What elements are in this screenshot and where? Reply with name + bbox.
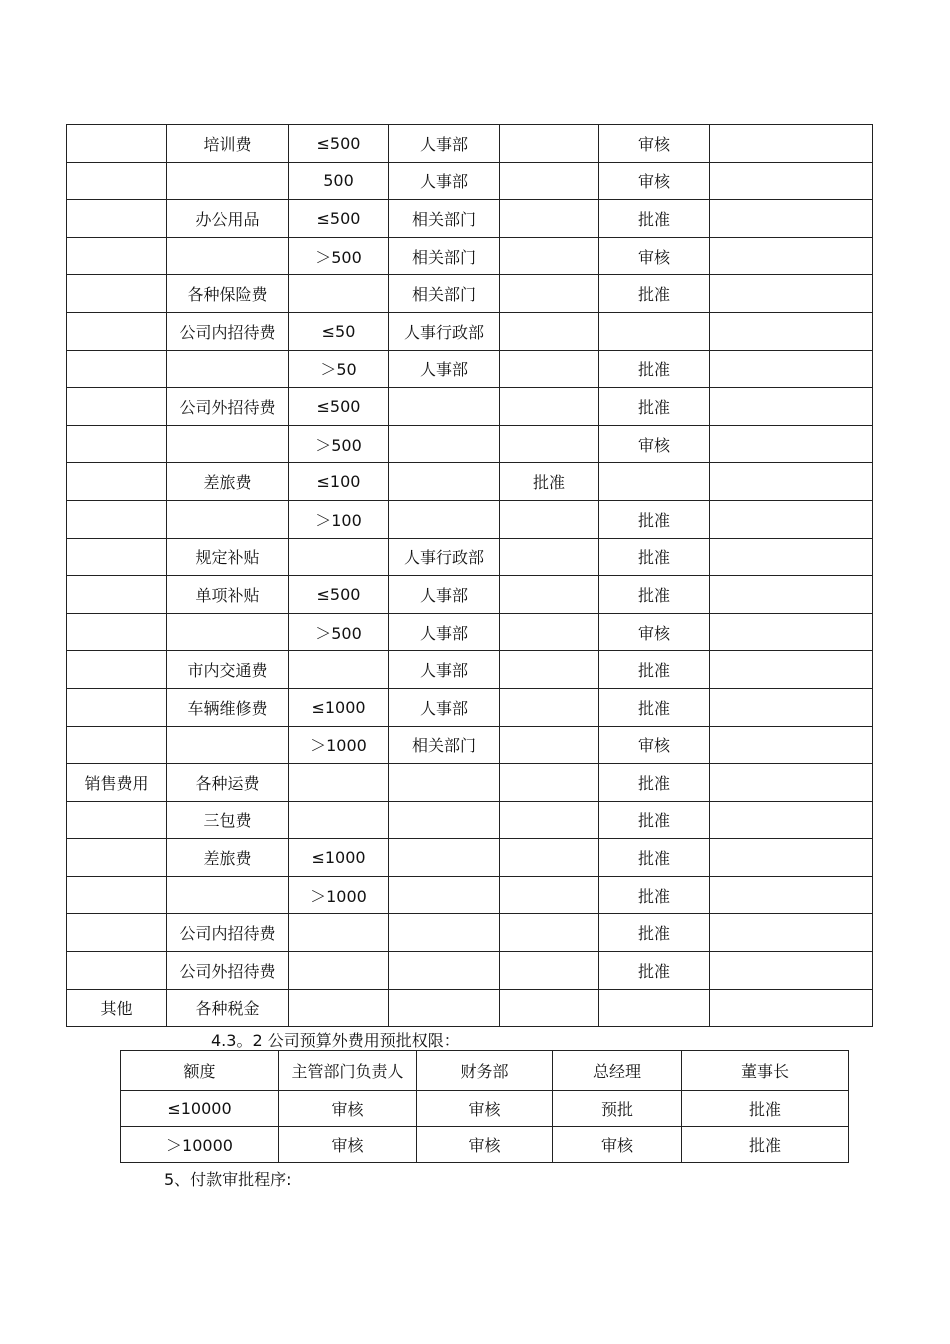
table-cell <box>389 989 500 1027</box>
table-cell <box>67 651 167 689</box>
table-cell <box>67 275 167 313</box>
table-cell: 公司内招待费 <box>167 914 289 952</box>
table-cell <box>500 914 599 952</box>
table-cell: 批准 <box>599 764 710 802</box>
table-cell: 培训费 <box>167 125 289 163</box>
expense-approval-table <box>66 124 873 1027</box>
table-cell <box>710 237 873 275</box>
table-row <box>67 125 873 163</box>
table-cell: 市内交通费 <box>167 651 289 689</box>
table-cell <box>710 500 873 538</box>
table-row <box>121 1091 849 1127</box>
table-row <box>67 914 873 952</box>
table-cell: 批准 <box>599 500 710 538</box>
table-cell <box>599 989 710 1027</box>
table-cell <box>710 312 873 350</box>
table-cell: ＞500 <box>289 237 389 275</box>
table-cell: 公司内招待费 <box>167 312 289 350</box>
table-cell: 相关部门 <box>389 200 500 238</box>
table-cell: 人事部 <box>389 688 500 726</box>
table-cell <box>710 463 873 501</box>
table-cell <box>389 425 500 463</box>
table-cell <box>710 726 873 764</box>
table-cell: 批准 <box>599 952 710 990</box>
table-cell: ＞50 <box>289 350 389 388</box>
table-cell <box>500 275 599 313</box>
table-cell: ≤10000 <box>121 1091 279 1127</box>
table-cell <box>167 425 289 463</box>
table-cell <box>67 726 167 764</box>
table-cell <box>500 425 599 463</box>
table-cell: 销售费用 <box>67 764 167 802</box>
table-cell <box>389 914 500 952</box>
table-cell <box>67 312 167 350</box>
table-cell <box>710 876 873 914</box>
table-cell: 批准 <box>599 388 710 426</box>
table-row <box>67 801 873 839</box>
table-cell <box>710 613 873 651</box>
table-cell: 差旅费 <box>167 839 289 877</box>
table-cell <box>500 651 599 689</box>
table-cell: 批准 <box>599 801 710 839</box>
table-cell: 各种运费 <box>167 764 289 802</box>
table-cell <box>500 952 599 990</box>
table-cell: 批准 <box>599 651 710 689</box>
table-row <box>67 989 873 1027</box>
table-cell: 审核 <box>599 125 710 163</box>
table-cell <box>500 350 599 388</box>
table-cell: 人事部 <box>389 162 500 200</box>
table-row <box>67 312 873 350</box>
table-cell <box>500 538 599 576</box>
table-cell: 人事部 <box>389 613 500 651</box>
table-cell <box>389 839 500 877</box>
table-cell <box>710 275 873 313</box>
header-cell: 主管部门负责人 <box>279 1051 417 1091</box>
table-cell <box>289 801 389 839</box>
table-row <box>67 350 873 388</box>
table-cell: 相关部门 <box>389 275 500 313</box>
table-cell <box>710 576 873 614</box>
table-cell: 人事行政部 <box>389 538 500 576</box>
table-row <box>67 952 873 990</box>
table-cell <box>710 425 873 463</box>
table-row <box>67 764 873 802</box>
table-cell <box>599 312 710 350</box>
table-row <box>67 538 873 576</box>
table-cell <box>289 914 389 952</box>
table-cell <box>500 500 599 538</box>
header-cell: 财务部 <box>417 1051 553 1091</box>
table-cell: ＞500 <box>289 425 389 463</box>
table-cell <box>500 162 599 200</box>
table-cell <box>67 125 167 163</box>
table-row <box>67 162 873 200</box>
table-cell: 批准 <box>599 576 710 614</box>
table-cell: 审核 <box>279 1127 417 1163</box>
table-row <box>67 237 873 275</box>
table-cell: 审核 <box>279 1091 417 1127</box>
table-cell: 审核 <box>599 425 710 463</box>
table-cell: 预批 <box>553 1091 682 1127</box>
table-row <box>67 500 873 538</box>
table-cell <box>710 839 873 877</box>
table-cell: ≤500 <box>289 388 389 426</box>
table-cell <box>710 764 873 802</box>
table-cell: 批准 <box>599 688 710 726</box>
table-cell <box>67 801 167 839</box>
table-cell: 办公用品 <box>167 200 289 238</box>
table-cell <box>289 275 389 313</box>
table-cell <box>289 538 389 576</box>
table-cell <box>500 839 599 877</box>
table-cell: ≤500 <box>289 200 389 238</box>
table-cell <box>67 876 167 914</box>
table-cell <box>67 952 167 990</box>
table-cell: 批准 <box>682 1091 849 1127</box>
table-cell <box>167 876 289 914</box>
table-cell <box>710 989 873 1027</box>
table-cell <box>67 162 167 200</box>
table-cell: ≤100 <box>289 463 389 501</box>
table-cell <box>67 839 167 877</box>
table-cell <box>710 388 873 426</box>
table-cell: 规定补贴 <box>167 538 289 576</box>
table-cell <box>67 200 167 238</box>
table-cell <box>710 538 873 576</box>
table-cell: 批准 <box>599 350 710 388</box>
table-cell <box>67 613 167 651</box>
table-cell: 车辆维修费 <box>167 688 289 726</box>
table-cell <box>500 576 599 614</box>
table-cell: 公司外招待费 <box>167 952 289 990</box>
table-cell <box>710 651 873 689</box>
table-cell: ＞1000 <box>289 726 389 764</box>
table-cell <box>67 688 167 726</box>
table-cell: 批准 <box>599 914 710 952</box>
table-cell <box>500 764 599 802</box>
table-cell: 公司外招待费 <box>167 388 289 426</box>
table-cell: ＞500 <box>289 613 389 651</box>
header-cell: 董事长 <box>682 1051 849 1091</box>
table-cell: 各种税金 <box>167 989 289 1027</box>
table-cell: 500 <box>289 162 389 200</box>
table-cell <box>500 726 599 764</box>
table-cell <box>389 764 500 802</box>
table-cell <box>67 914 167 952</box>
table-cell: 审核 <box>417 1091 553 1127</box>
table-cell <box>500 312 599 350</box>
table-cell <box>67 538 167 576</box>
table-cell: 审核 <box>599 162 710 200</box>
table-cell: 人事部 <box>389 576 500 614</box>
table-cell <box>710 162 873 200</box>
table-cell <box>500 989 599 1027</box>
table-cell <box>289 952 389 990</box>
table-cell: ≤500 <box>289 125 389 163</box>
table-row <box>67 275 873 313</box>
table-cell: ≤1000 <box>289 839 389 877</box>
table-cell: 人事行政部 <box>389 312 500 350</box>
table-cell <box>289 764 389 802</box>
header-cell: 额度 <box>121 1051 279 1091</box>
table-cell: ＞100 <box>289 500 389 538</box>
table-row <box>67 576 873 614</box>
table-row <box>67 726 873 764</box>
table-cell <box>389 500 500 538</box>
table-cell <box>389 876 500 914</box>
table-row <box>67 200 873 238</box>
table-cell <box>167 237 289 275</box>
table-cell <box>289 989 389 1027</box>
table-cell: 批准 <box>682 1127 849 1163</box>
section-5-title: 5、付款审批程序: <box>164 1170 292 1189</box>
table-cell: 各种保险费 <box>167 275 289 313</box>
section-432-title: 4.3。2 公司预算外费用预批权限： <box>211 1031 460 1050</box>
table-cell <box>710 125 873 163</box>
table-cell <box>389 463 500 501</box>
table-cell <box>67 237 167 275</box>
table-cell <box>67 388 167 426</box>
table-row <box>67 876 873 914</box>
table-cell <box>289 651 389 689</box>
table-cell <box>389 801 500 839</box>
table-cell <box>500 388 599 426</box>
budget-preapproval-table <box>120 1050 849 1163</box>
table-row <box>67 688 873 726</box>
table-row <box>67 613 873 651</box>
table-cell: ＞1000 <box>289 876 389 914</box>
table-cell: ≤1000 <box>289 688 389 726</box>
table-cell <box>167 613 289 651</box>
table-cell: 审核 <box>599 237 710 275</box>
table-cell <box>167 162 289 200</box>
table-row <box>67 651 873 689</box>
table-cell <box>67 500 167 538</box>
table-cell: 相关部门 <box>389 237 500 275</box>
table-cell <box>500 613 599 651</box>
table-cell: 人事部 <box>389 350 500 388</box>
table-cell <box>167 500 289 538</box>
table-cell <box>500 876 599 914</box>
table-cell <box>500 200 599 238</box>
header-cell: 总经理 <box>553 1051 682 1091</box>
table-cell <box>500 801 599 839</box>
table-cell <box>389 388 500 426</box>
table-cell: ≤50 <box>289 312 389 350</box>
table-cell: 其他 <box>67 989 167 1027</box>
table-row <box>67 388 873 426</box>
table-cell <box>500 125 599 163</box>
table-cell <box>67 425 167 463</box>
table-cell: 人事部 <box>389 651 500 689</box>
table-header-row <box>121 1051 849 1091</box>
table-cell <box>500 237 599 275</box>
table-cell <box>167 350 289 388</box>
table-cell: 相关部门 <box>389 726 500 764</box>
table-cell: 批准 <box>599 275 710 313</box>
table-cell <box>710 200 873 238</box>
table-cell <box>710 688 873 726</box>
table-cell <box>710 801 873 839</box>
table-cell <box>67 576 167 614</box>
table-cell <box>500 688 599 726</box>
table-cell: 批准 <box>599 200 710 238</box>
table-cell: 审核 <box>553 1127 682 1163</box>
table-cell <box>389 952 500 990</box>
table-cell: ＞10000 <box>121 1127 279 1163</box>
table-cell: 审核 <box>599 726 710 764</box>
table-cell: 批准 <box>500 463 599 501</box>
table-row <box>67 425 873 463</box>
table-cell <box>710 914 873 952</box>
table-row <box>121 1127 849 1163</box>
table-cell: 人事部 <box>389 125 500 163</box>
table-cell <box>67 350 167 388</box>
table-cell: 差旅费 <box>167 463 289 501</box>
table-cell: 单项补贴 <box>167 576 289 614</box>
table-cell: 审核 <box>599 613 710 651</box>
table-cell: 审核 <box>417 1127 553 1163</box>
table-cell: 批准 <box>599 839 710 877</box>
table-cell: 批准 <box>599 876 710 914</box>
table-row <box>67 839 873 877</box>
table-cell <box>67 463 167 501</box>
table-cell <box>710 952 873 990</box>
table-cell <box>710 350 873 388</box>
table-row <box>67 463 873 501</box>
table-cell <box>167 726 289 764</box>
table-cell: 三包费 <box>167 801 289 839</box>
table-cell: 批准 <box>599 538 710 576</box>
table-cell <box>599 463 710 501</box>
table-cell: ≤500 <box>289 576 389 614</box>
